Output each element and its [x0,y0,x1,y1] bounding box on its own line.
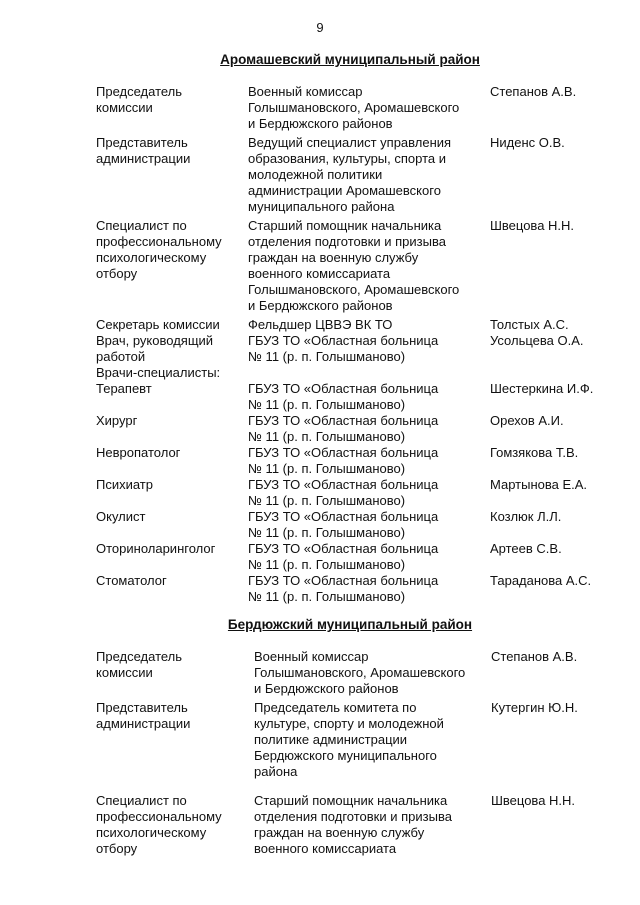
person-name-cell: Гомзякова Т.В. [490,445,579,460]
table-row [96,649,616,697]
person-name-cell: Ниденс О.В. [490,135,565,150]
section-heading-aromashevsky: Аромашевский муниципальный район [220,52,480,67]
person-name-cell: Степанов А.В. [491,649,578,664]
table-row [96,218,616,314]
organization-cell: Военный комиссар Голышмановского, Аромашевского и Бердюжского районов [248,84,460,131]
organization-cell: ГБУЗ ТО «Областная больница № 11 (р. п. Голышманово) [248,413,439,444]
table-row [96,333,616,381]
person-name-cell: Шестеркина И.Ф. [490,381,594,396]
role-cell: Специалист по профессиональному психологическому отбору [96,218,222,281]
role-cell: Стоматолог [96,573,167,588]
person-name-cell: Мартынова Е.А. [490,477,588,492]
role-cell: Представитель администрации [96,135,191,166]
table-row [96,793,616,857]
role-cell: Секретарь комиссии [96,317,220,332]
organization-cell: Военный комиссар Голышмановского, Аромашевского и Бердюжского районов [254,649,466,696]
organization-cell: Ведущий специалист управления образования, культуры, спорта и молодежной политики администрации Аромашевского муниципального района [248,135,452,214]
person-name-cell: Толстых А.С. [490,317,569,332]
commission-table-aromashevsky [96,84,616,605]
table-row [96,573,616,605]
table-row [96,509,616,541]
role-cell: Оториноларинголог [96,541,216,556]
organization-cell: ГБУЗ ТО «Областная больница № 11 (р. п. Голышманово) [248,333,439,364]
person-name-cell: Усольцева О.А. [490,333,584,348]
role-cell: Специалист по профессиональному психологическому отбору [96,793,222,856]
table-row [96,413,616,445]
role-cell: Терапевт [96,381,152,396]
role-cell: Председатель комиссии [96,649,183,680]
organization-cell: ГБУЗ ТО «Областная больница № 11 (р. п. Голышманово) [248,445,439,476]
person-name-cell: Кутергин Ю.Н. [491,700,578,715]
table-row [96,135,616,215]
role-cell: Председатель комиссии [96,84,183,115]
table-row [96,541,616,573]
role-cell: Представитель администрации [96,700,191,731]
organization-cell: Старший помощник начальника отделения подготовки и призыва граждан на военную службу военного комиссариата [254,793,452,856]
role-cell: Невропатолог [96,445,181,460]
organization-cell: Старший помощник начальника отделения подготовки и призыва граждан на военную службу военного комиссариата Голышмановского, Аромашевского и Бердюжского районов [248,218,460,313]
organization-cell: ГБУЗ ТО «Областная больница № 11 (р. п. Голышманово) [248,477,439,508]
role-cell: Хирург [96,413,138,428]
table-row [96,84,616,132]
section-heading-berdyuzhsky: Бердюжский муниципальный район [227,617,473,632]
organization-cell: ГБУЗ ТО «Областная больница № 11 (р. п. Голышманово) [248,573,439,604]
person-name-cell: Артеев С.В. [490,541,562,556]
person-name-cell: Орехов А.И. [490,413,564,428]
organization-cell: ГБУЗ ТО «Областная больница № 11 (р. п. Голышманово) [248,509,439,540]
table-row [96,445,616,477]
commission-table-berdyuzhsky [96,649,616,857]
table-row [96,700,616,780]
role-cell: Окулист [96,509,146,524]
person-name-cell: Тараданова А.С. [490,573,592,588]
table-row [96,381,616,413]
person-name-cell: Швецова Н.Н. [490,218,575,233]
role-cell: Психиатр [96,477,153,492]
person-name-cell: Козлюк Л.Л. [490,509,562,524]
person-name-cell: Степанов А.В. [490,84,577,99]
organization-cell: Фельдшер ЦВВЭ ВК ТО [248,317,393,332]
organization-cell: ГБУЗ ТО «Областная больница № 11 (р. п. Голышманово) [248,541,439,572]
table-row [96,477,616,509]
organization-cell: ГБУЗ ТО «Областная больница № 11 (р. п. Голышманово) [248,381,439,412]
person-name-cell: Швецова Н.Н. [491,793,576,808]
role-cell: Врач, руководящий работой Врачи-специалисты: [96,333,221,380]
table-row [96,317,616,333]
page-number: 9 [316,20,324,35]
organization-cell: Председатель комитета по культуре, спорту и молодежной политике администрации Бердюжского муниципального района [254,700,444,779]
